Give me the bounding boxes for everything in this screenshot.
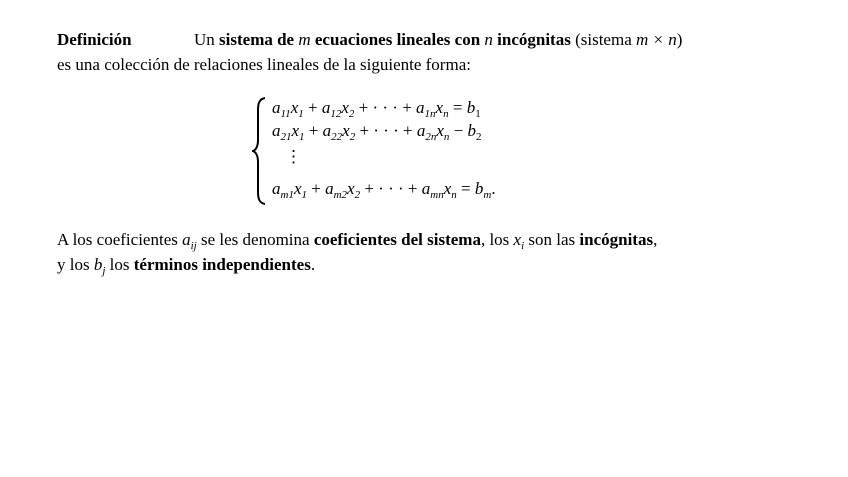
text-run: los xyxy=(105,255,134,274)
math-expression: m × n xyxy=(636,30,677,49)
equation-row-1: $a_{11}x_1 + a_{12}x_2$ + · · · + $a_{1n}x_n = b_1$ xyxy=(272,98,481,120)
definition-label: Definición xyxy=(57,30,132,49)
bold-term: sistema de xyxy=(219,30,299,49)
equation-row-m: $a_{m1}x_1 + a_{m2}x_2$ + · · · + $a_{mn}x_n = b_m$. xyxy=(272,179,496,201)
bold-term: ecuaciones lineales con xyxy=(310,30,485,49)
text-run: se les denomina xyxy=(196,230,314,249)
math-var: a xyxy=(182,230,191,249)
definition-sentence-line-2: es una colección de relaciones lineales de la siguiente forma: xyxy=(57,55,471,74)
definition-sentence-line-1 xyxy=(194,30,682,50)
math-var: n xyxy=(484,30,493,49)
equation-system xyxy=(252,96,572,206)
text-run: A los coeficientes xyxy=(57,230,183,249)
explanation-line-1 xyxy=(57,230,657,250)
text-run: son las xyxy=(524,230,580,249)
math-var: b xyxy=(93,255,103,274)
math-var: m xyxy=(298,30,311,49)
text-run: ) xyxy=(676,30,683,49)
text-run: . xyxy=(310,255,316,274)
explanation-line-2 xyxy=(57,255,315,275)
math-subscript: j xyxy=(102,265,106,277)
text-run: y los xyxy=(57,255,94,274)
text-run: (sistema xyxy=(570,30,636,49)
bold-term: incógnitas xyxy=(579,230,654,249)
bold-term: términos independientes xyxy=(133,255,311,274)
text-run: , los xyxy=(480,230,514,249)
math-subscript: ij xyxy=(190,240,197,252)
math-var: x xyxy=(513,230,522,249)
vertical-dots: ⋮ xyxy=(285,147,302,166)
equation-row-2: $a_{21}x_1 + a_{22}x_2$ + · · · + $a_{2n}x_n - b_2$ xyxy=(272,121,482,143)
math-subscript: i xyxy=(521,240,525,252)
bold-term: incógnitas xyxy=(492,30,571,49)
bold-term: coeficientes del sistema xyxy=(313,230,481,249)
text-run: Un xyxy=(194,30,220,49)
text-run: , xyxy=(653,230,658,249)
left-brace-icon xyxy=(252,96,268,206)
